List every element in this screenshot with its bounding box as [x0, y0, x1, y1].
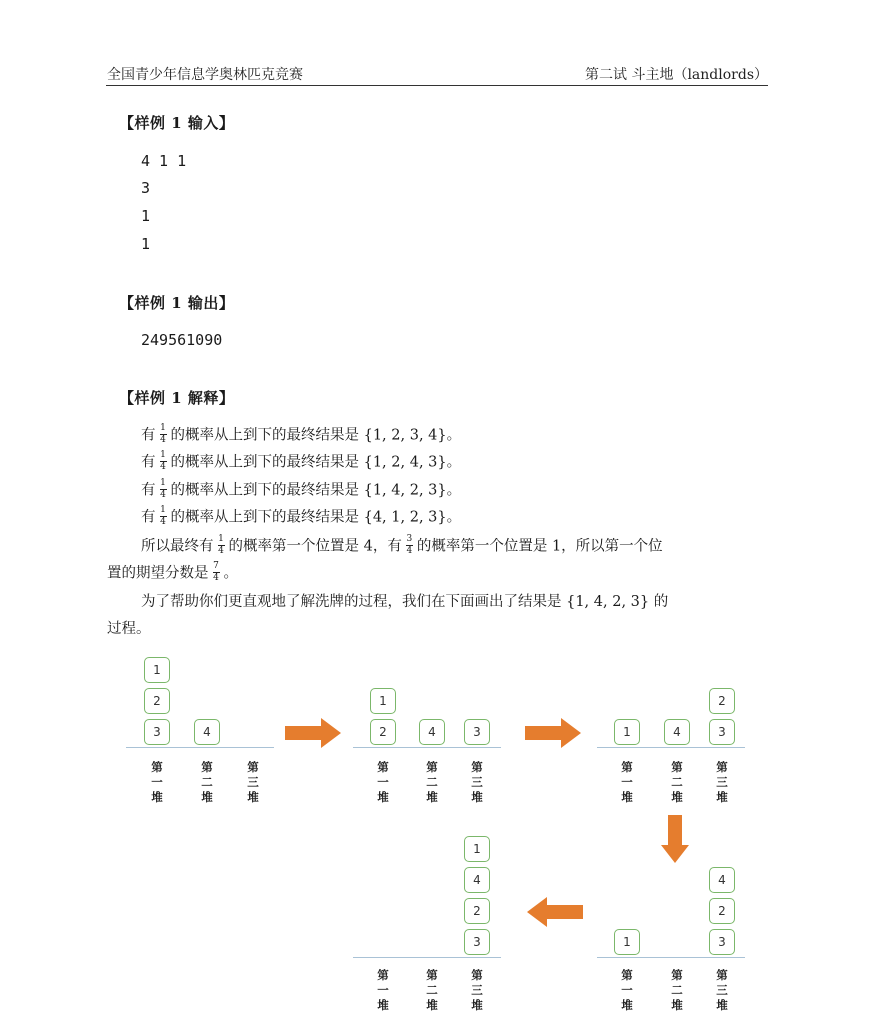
card: 2 — [709, 898, 735, 924]
fraction-1-4: $\frac{1}{4}$ — [218, 534, 224, 556]
outcome-result: {1, 2, 3, 4}。 — [363, 427, 462, 444]
table-line — [353, 747, 501, 748]
card: 3 — [709, 929, 735, 955]
card: 2 — [370, 719, 396, 745]
outcome-line — [141, 425, 461, 446]
outcome-line — [141, 452, 461, 473]
fraction-3-4: $\frac{3}{4}$ — [406, 534, 413, 556]
header-divider — [106, 85, 768, 86]
outcome-result: {1, 2, 4, 3}。 — [363, 454, 462, 471]
pile-label: 第 三 堆 — [471, 968, 483, 1012]
card: 1 — [614, 719, 640, 745]
table-line — [126, 747, 274, 748]
pile-label: 第 一 堆 — [377, 760, 389, 804]
card: 1 — [144, 657, 170, 683]
fraction-1-4: $\frac{1}{4}$ — [160, 478, 166, 500]
card: 4 — [464, 867, 490, 893]
arrow-right-icon — [525, 718, 583, 748]
card: 2 — [464, 898, 490, 924]
pile-label: 第 一 堆 — [621, 760, 633, 804]
figure-intro-line-2: 过程。 — [107, 621, 151, 637]
sample-output-title: 【样例 1 输出】 — [119, 294, 235, 312]
fraction-1-4: $\frac{1}{4}$ — [160, 450, 166, 472]
outcome-mid: 的概率从上到下的最终结果是 — [170, 427, 359, 444]
outcome-mid: 的概率从上到下的最终结果是 — [170, 509, 359, 526]
pile-label: 第 二 堆 — [201, 760, 213, 804]
outcome-mid: 的概率从上到下的最终结果是 — [170, 454, 359, 471]
outcome-result: {1, 4, 2, 3}。 — [363, 482, 462, 499]
arrow-left-icon — [525, 897, 583, 927]
outcome-mid: 的概率从上到下的最终结果是 — [170, 482, 359, 499]
sample-input-line-2: 3 — [141, 179, 151, 197]
card: 4 — [664, 719, 690, 745]
card: 2 — [144, 688, 170, 714]
card: 4 — [194, 719, 220, 745]
outcome-prefix: 有 — [141, 509, 156, 526]
pile-label: 第 三 堆 — [716, 760, 728, 804]
pile-label: 第 二 堆 — [426, 760, 438, 804]
outcome-result: {4, 1, 2, 3}。 — [363, 509, 462, 526]
table-line — [597, 957, 745, 958]
pile-label: 第 三 堆 — [716, 968, 728, 1012]
sample-input-line-3: 1 — [141, 207, 151, 225]
table-line — [353, 957, 501, 958]
pile-label: 第 二 堆 — [671, 968, 683, 1012]
card: 3 — [709, 719, 735, 745]
fraction-1-4: $\frac{1}{4}$ — [160, 423, 166, 445]
pile-label: 第 二 堆 — [426, 968, 438, 1012]
pile-label: 第 三 堆 — [247, 760, 259, 804]
sample-output-value: 249561090 — [141, 331, 223, 349]
pile-label: 第 一 堆 — [621, 968, 633, 1012]
summary-line-1: 所以最终有 $\frac{1}{4}$ 的概率第一个位置是 4，有 $\frac{3}{4}$ 的概率第一个位置是 1，所以第一个位 — [141, 534, 663, 556]
card: 4 — [419, 719, 445, 745]
pile-label: 第 一 堆 — [151, 760, 163, 804]
arrow-right-icon — [285, 718, 343, 748]
fraction-7-4: $\frac{7}{4}$ — [213, 561, 219, 583]
sample-input-line-1: 4 1 1 — [141, 152, 187, 170]
figure-intro-line-1: 为了帮助你们更直观地了解洗牌的过程，我们在下面画出了结果是 {1, 4, 2, 3} 的 — [141, 594, 669, 610]
card: 3 — [144, 719, 170, 745]
sample-input-title: 【样例 1 输入】 — [119, 114, 235, 132]
card: 3 — [464, 719, 490, 745]
header-problem-name: 第二试 斗主地（landlords） — [585, 67, 768, 83]
outcome-line — [141, 480, 461, 501]
card: 1 — [464, 836, 490, 862]
sample-input-line-4: 1 — [141, 235, 151, 253]
card: 1 — [370, 688, 396, 714]
pile-label: 第 二 堆 — [671, 760, 683, 804]
outcome-prefix: 有 — [141, 482, 156, 499]
card: 2 — [709, 688, 735, 714]
pile-label: 第 一 堆 — [377, 968, 389, 1012]
outcome-prefix: 有 — [141, 454, 156, 471]
explanation-title: 【样例 1 解释】 — [119, 389, 235, 407]
outcome-prefix: 有 — [141, 427, 156, 444]
card: 1 — [614, 929, 640, 955]
card: 4 — [709, 867, 735, 893]
card: 3 — [464, 929, 490, 955]
summary-line-2: 置的期望分数是 $\frac{7}{4}$ 。 — [107, 561, 238, 583]
header-contest-name: 全国青少年信息学奥林匹克竞赛 — [107, 67, 303, 83]
pile-label: 第 三 堆 — [471, 760, 483, 804]
arrow-down-icon — [661, 815, 689, 865]
fraction-1-4: $\frac{1}{4}$ — [160, 505, 166, 527]
outcome-line — [141, 507, 461, 528]
table-line — [597, 747, 745, 748]
